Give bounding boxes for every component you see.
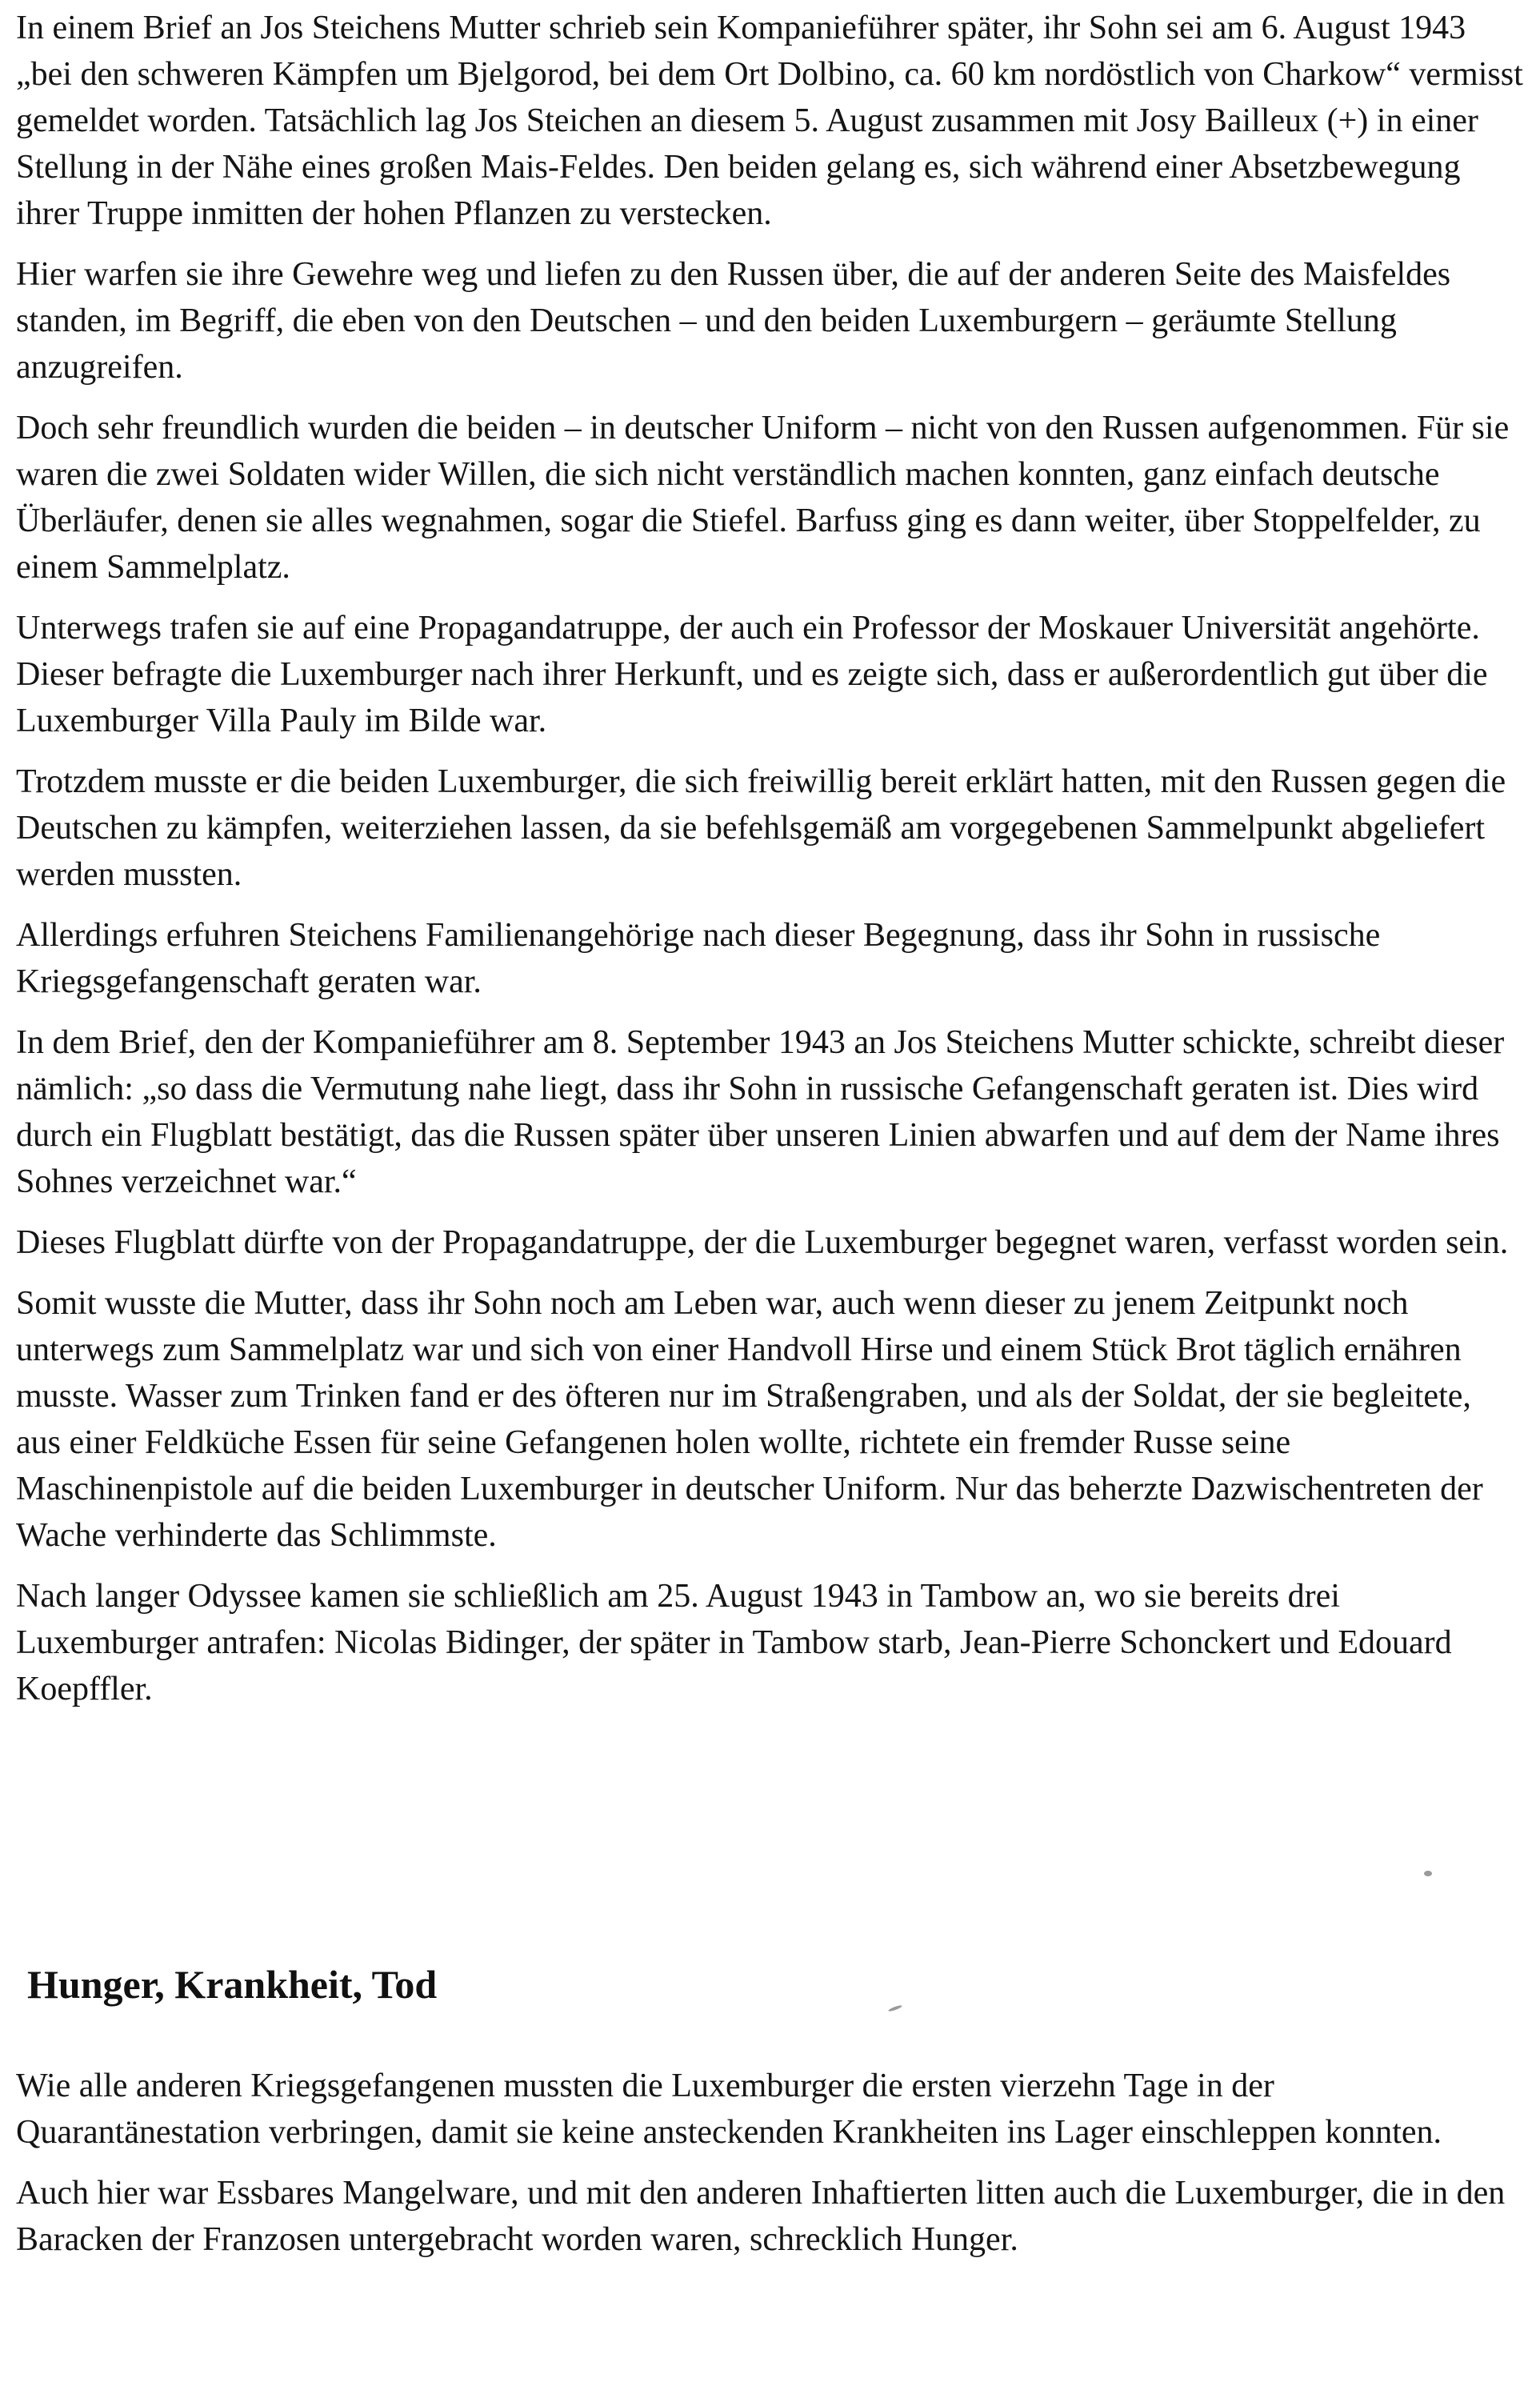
paragraph-12: Auch hier war Essbares Mangelware, und mit den anderen Inhaftierten litten auch die Luxemburger, die in den Baracken der Franzosen untergebracht worden waren, schrecklich Hunger. [16, 2175, 1506, 2258]
paragraph-5: Trotzdem musste er die beiden Luxemburger, die sich freiwillig bereit erklärt hatten, mit den Russen gegen die Deutschen zu kämpfen, weiterziehen lassen, da sie befehlsgemäß am vorgegebenen Sammelpunkt abgeliefert werden mussten. [16, 763, 1506, 893]
paragraph-10: Nach langer Odyssee kamen sie schließlich am 25. August 1943 in Tambow an, wo sie bereits drei Luxemburger antrafen: Nicolas Bidinger, der später in Tambow starb, Jean-Pierre Schonckert und Edouard Koepffler. [16, 1578, 1452, 1707]
paragraph-4: Unterwegs trafen sie auf eine Propagandatruppe, der auch ein Professor der Moskauer Universität angehörte. Dieser befragte die Luxemburger nach ihrer Herkunft, und es zeigte sich, dass er außerordentlich gut über die Luxemburger Villa Pauly im Bilde war. [16, 610, 1488, 739]
paragraph-2: Hier warfen sie ihre Gewehre weg und liefen zu den Russen über, die auf der anderen Seite des Maisfeldes standen, im Begriff, die eben von den Deutschen – und den beiden Luxemburgern – geräumte Stellung anzugreifen. [16, 256, 1451, 386]
paragraph-11: Wie alle anderen Kriegsgefangenen mussten die Luxemburger die ersten vierzehn Tage in der Quarantänestation verbringen, damit sie keine ansteckenden Krankheiten ins Lager einschleppen konnten. [16, 2068, 1442, 2151]
paragraph-6: Allerdings erfuhren Steichens Familienangehörige nach dieser Begegnung, dass ihr Sohn in russische Kriegsgefangenschaft geraten war. [16, 917, 1381, 1000]
body-text-bottom [16, 2063, 1524, 2263]
body-text-top [16, 5, 1524, 1712]
scan-speck [1424, 1871, 1432, 1876]
section-heading: Hunger, Krankheit, Tod [27, 1962, 438, 2007]
paragraph-8: Dieses Flugblatt dürfte von der Propagandatruppe, der die Luxemburger begegnet waren, verfasst worden sein. [16, 1224, 1509, 1261]
paragraph-9: Somit wusste die Mutter, dass ihr Sohn noch am Leben war, auch wenn dieser zu jenem Zeitpunkt noch unterwegs zum Sammelplatz war und sich von einer Handvoll Hirse und einem Stück Brot täglich ernähren musste. Wasser zum Trinken fand er des öfteren nur im Straßengraben, und als der Soldat, der sie begleitete, aus einer Feldküche Essen für seine Gefangenen holen wollte, richtete ein fremder Russe seine Maschinenpistole auf die beiden Luxemburger in deutscher Uniform. Nur das beherzte Dazwischentreten der Wache verhinderte das Schlimmste. [16, 1285, 1483, 1554]
scan-speck [888, 2004, 902, 2012]
document-page [16, 0, 1524, 2386]
paragraph-7: In dem Brief, den der Kompanieführer am 8. September 1943 an Jos Steichens Mutter schickte, schreibt dieser nämlich: „so dass die Vermutung nahe liegt, dass ihr Sohn in russische Gefangenschaft geraten ist. Dies wird durch ein Flugblatt bestätigt, das die Russen später über unseren Linien abwarfen und auf dem der Name ihres Sohnes verzeichnet war.“ [16, 1024, 1505, 1200]
paragraph-3: Doch sehr freundlich wurden die beiden – in deutscher Uniform – nicht von den Russen aufgenommen. Für sie waren die zwei Soldaten wider Willen, die sich nicht verständlich machen konnten, ganz einfach deutsche Überläufer, denen sie alles wegnahmen, sogar die Stiefel. Barfuss ging es dann weiter, über Stoppelfelder, zu einem Sammelplatz. [16, 410, 1510, 586]
paragraph-1: In einem Brief an Jos Steichens Mutter schrieb sein Kompanieführer später, ihr Sohn sei am 6. August 1943 „bei den schweren Kämpfen um Bjelgorod, bei dem Ort Dolbino, ca. 60 km nordöstlich von Charkow“ vermisst gemeldet worden. Tatsächlich lag Jos Steichen an diesem 5. August zusammen mit Josy Bailleux (+) in einer Stellung in der Nähe eines großen Mais-Feldes. Den beiden gelang es, sich während einer Absetzbewegung ihrer Truppe inmitten der hohen Pflanzen zu verstecken. [16, 10, 1523, 232]
